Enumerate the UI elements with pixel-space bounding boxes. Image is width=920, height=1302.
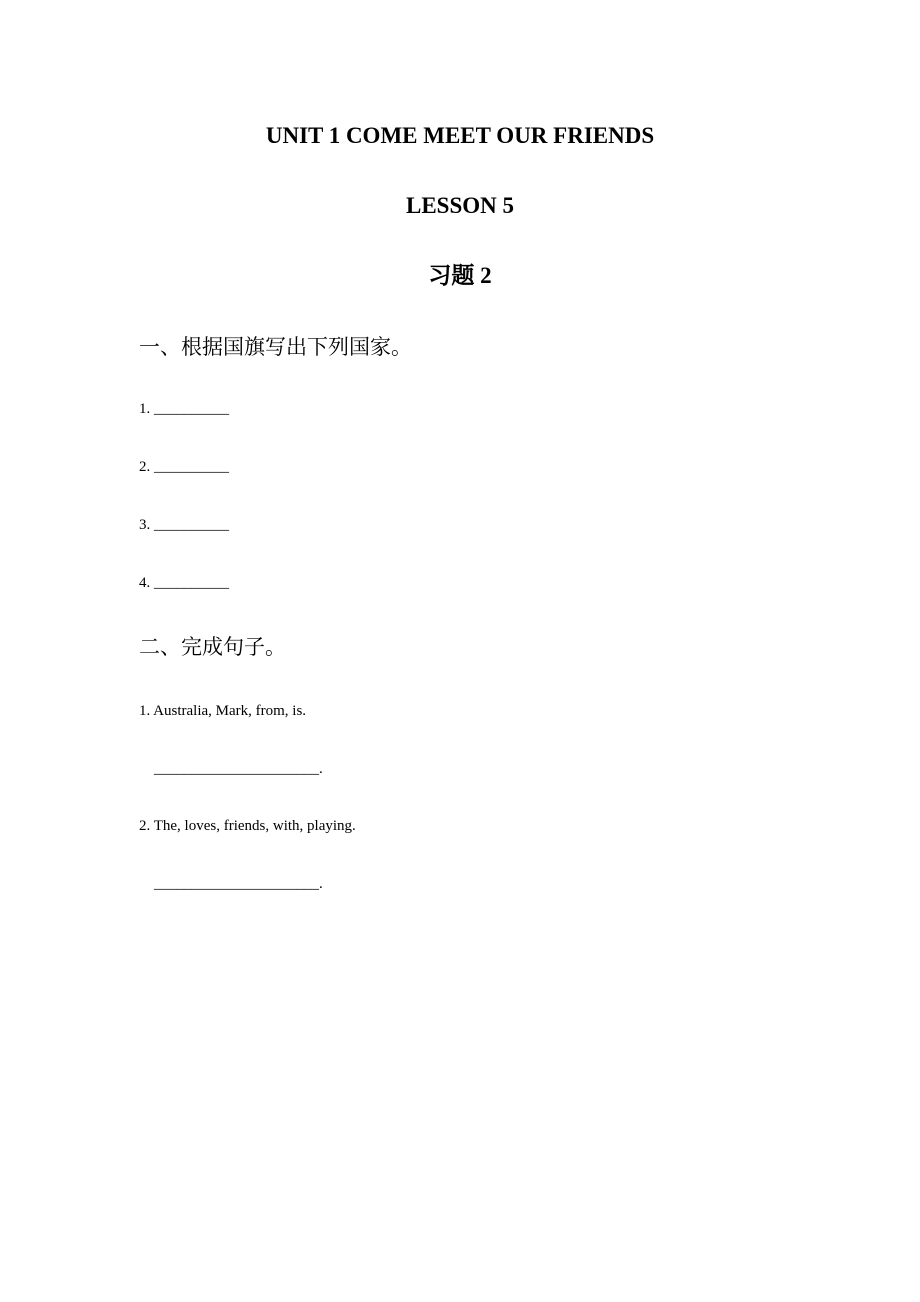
- section-heading-flags: 一、根据国旗写出下列国家。: [139, 335, 412, 359]
- country-blank-item: 3. __________: [139, 517, 229, 533]
- answer-blank-line: ______________________.: [154, 761, 323, 777]
- country-blank-item: 2. __________: [139, 459, 229, 475]
- lesson-title: LESSON 5: [405, 193, 514, 218]
- section-heading-sentences: 二、完成句子。: [139, 635, 286, 659]
- country-blank-item: 4. __________: [139, 575, 229, 591]
- sentence-prompt: 1. Australia, Mark, from, is.: [139, 703, 307, 719]
- country-blank-item: 1. __________: [139, 401, 229, 417]
- sentence-prompt: 2. The, loves, friends, with, playing.: [139, 818, 356, 834]
- answer-blank-line: ______________________.: [154, 876, 323, 892]
- exercise-title: 习题 2: [428, 263, 492, 288]
- unit-title: UNIT 1 COME MEET OUR FRIENDS: [265, 123, 655, 148]
